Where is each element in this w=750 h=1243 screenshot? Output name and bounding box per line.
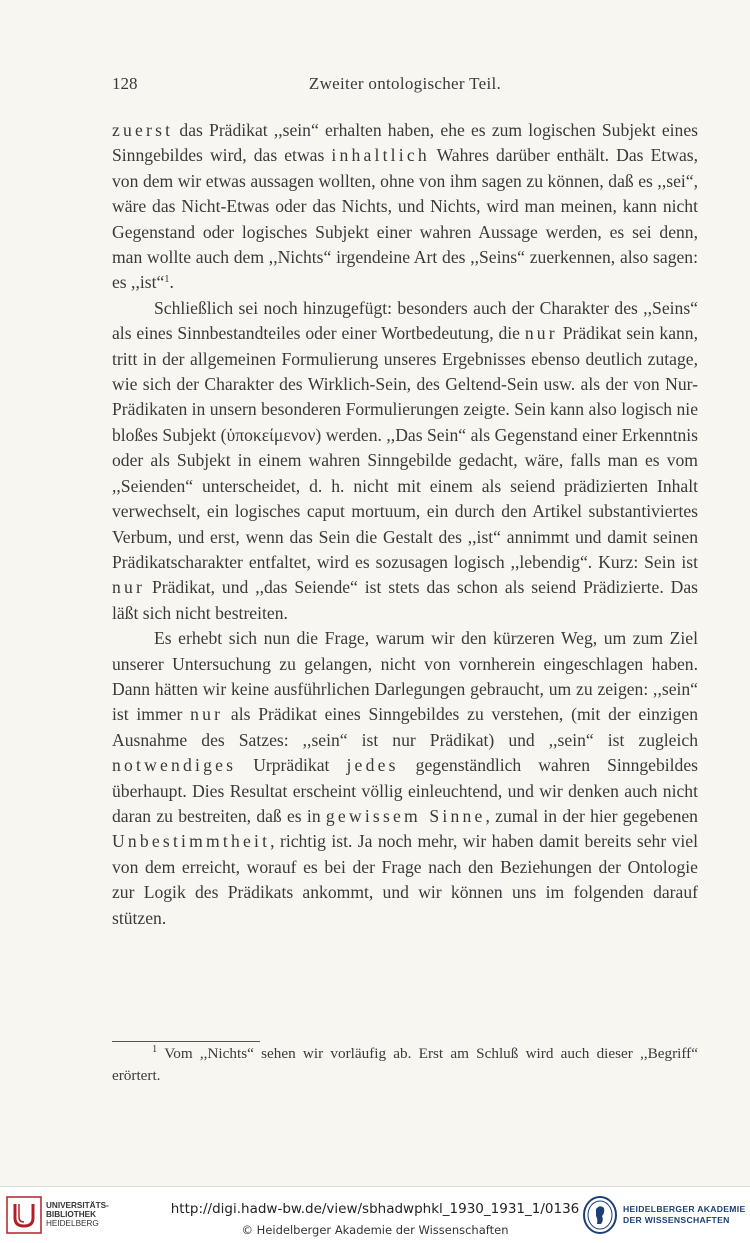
- text-run: Prädikat, und ,,das Seiende“ ist stets das schon als seiend Prädizierte. Das läßt sich nicht bestreiten.: [112, 577, 698, 623]
- spaced-emphasis: gewissem Sinne: [325, 805, 486, 826]
- spaced-emphasis: jedes: [346, 755, 399, 776]
- text-run: , zumal in der hier gegebenen: [485, 805, 698, 826]
- spaced-emphasis: zuerst: [112, 120, 174, 140]
- page-number: 128: [112, 74, 138, 93]
- library-name-line-3: HEIDELBERG: [46, 1219, 99, 1228]
- spaced-emphasis: nur: [112, 577, 146, 598]
- text-run: , richtig ist. Ja noch mehr, wir haben damit bereits sehr viel von dem erreicht, worauf es bei der Frage nach den Beziehungen der Ontologie zur Logik des Prädikats ankommt, und wir können uns im folgenden darauf stützen.: [112, 831, 698, 928]
- text-run: das Prädikat ,,sein“ erhalten haben, ehe es zum logischen Subjekt eines Sinngebildes wird, das etwas: [112, 120, 698, 166]
- footnote-reference[interactable]: 1: [164, 274, 170, 286]
- footnote-marker: 1: [152, 1044, 158, 1055]
- text-run: Prädikat sein kann, tritt in der allgemeinen Formulierung unseres Ergebnisses ebenso deutlich zutage, wie sich der Charakter des Wirklich-Sein, des Geltend-Sein usw. als der von Nur-Prädikaten in unsern besonderen Formulierungen zeigte. Sein kann also logisch nie bloßes Subjekt (ὑποκείμενον) werden. ,,Das Sein“ als Gegenstand einer Erkenntnis oder als Subjekt in einem wahren Sinngebilde gedacht, wäre, falls man es vom ,,Seienden“ unterscheidet, d. h. nicht mit einem als seiend prädizierten Inhalt verwechselt, ein logisches caput mortuum, ein durch den Artikel substantiviertes Verbum, und erst, wenn das Sein die Gestalt des ,,ist“ annimmt und damit seinen Prädikatscharakter entfaltet, wird es sozusagen logisch ,,lebendig“. Kurz: Sein ist: [112, 323, 698, 572]
- text-run: Urprädikat: [236, 755, 347, 776]
- library-name-line-1: UNIVERSITÄTS-: [46, 1201, 109, 1210]
- text-run: als Prädikat eines Sinngebildes zu verstehen, (mit der einzigen Ausnahme des Satzes: ,,sein“ ist nur Prädikat) und ,,sein“ ist zugleich: [112, 704, 698, 750]
- paragraph-1: [112, 118, 698, 296]
- paragraph-3: [112, 626, 698, 931]
- spaced-emphasis: inhaltlich: [331, 145, 430, 166]
- paragraph-2: [112, 296, 698, 626]
- text-run: Wahres darüber enthält. Das Etwas, von dem wir etwas aussagen wollten, ohne von ihm sagen zu können, daß es ,,sei“, wäre das Nicht-Etwas oder das Nichts, und Nichts, wird man meinen, kann nicht Gegenstand oder logisches Subjekt einer wahren Aussage werden, es sei denn, man wollte auch dem ,,Nichts“ irgendeine Art des ,,Seins“ zuerkennen, also sagen: es ,,ist“: [112, 145, 699, 293]
- spaced-emphasis: nur: [524, 323, 558, 344]
- body-text: [112, 118, 698, 931]
- academy-name-line-1: HEIDELBERGER AKADEMIE: [623, 1204, 746, 1214]
- text-run: gegenständlich wahren Sinngebildes überhaupt. Dies Resultat erscheint völlig einleuchtend, und wir denken auch nicht daran zu bestreiten, daß es in: [112, 755, 698, 826]
- academy-name: [623, 1204, 745, 1226]
- page-header: [112, 74, 698, 100]
- copyright-notice: © Heidelberger Akademie der Wissenschaften: [241, 1223, 509, 1237]
- spaced-emphasis: nur: [190, 704, 224, 725]
- spaced-emphasis: notwendiges: [112, 755, 237, 776]
- footnote-text: Vom ,,Nichts“ sehen wir vorläufig ab. Erst am Schluß wird auch dieser ,,Begriff“ erörtert.: [112, 1045, 698, 1084]
- footnote: [112, 1043, 698, 1086]
- footnote-divider: [112, 1041, 260, 1042]
- text-run: Schließlich sei noch hinzugefügt: besonders auch der Charakter des ,,Seins“ als eines Sinnbestandteiles oder einer Wortbedeutung, die: [112, 297, 698, 344]
- spaced-emphasis: Unbestimmtheit: [112, 831, 271, 852]
- footer-bar: [0, 1186, 750, 1243]
- academy-seal-icon[interactable]: [582, 1195, 618, 1235]
- running-title: Zweiter ontologischer Teil.: [308, 74, 502, 93]
- source-url-link[interactable]: http://digi.hadw-bw.de/view/sbhadwphkl_1930_1931_1/0136: [170, 1201, 580, 1217]
- text-run: Es erhebt sich nun die Frage, warum wir den kürzeren Weg, um zum Ziel unserer Untersuchung zu gelangen, nicht von vornherein eingeschlagen haben. Dann hätten wir keine ausführlichen Darlegungen gebraucht, um zu zeigen: ,,sein“ ist immer: [112, 628, 698, 725]
- text-run: .: [169, 272, 174, 293]
- academy-name-line-2: DER WISSENSCHAFTEN: [623, 1215, 730, 1225]
- library-name-line-2: BIBLIOTHEK: [46, 1210, 97, 1219]
